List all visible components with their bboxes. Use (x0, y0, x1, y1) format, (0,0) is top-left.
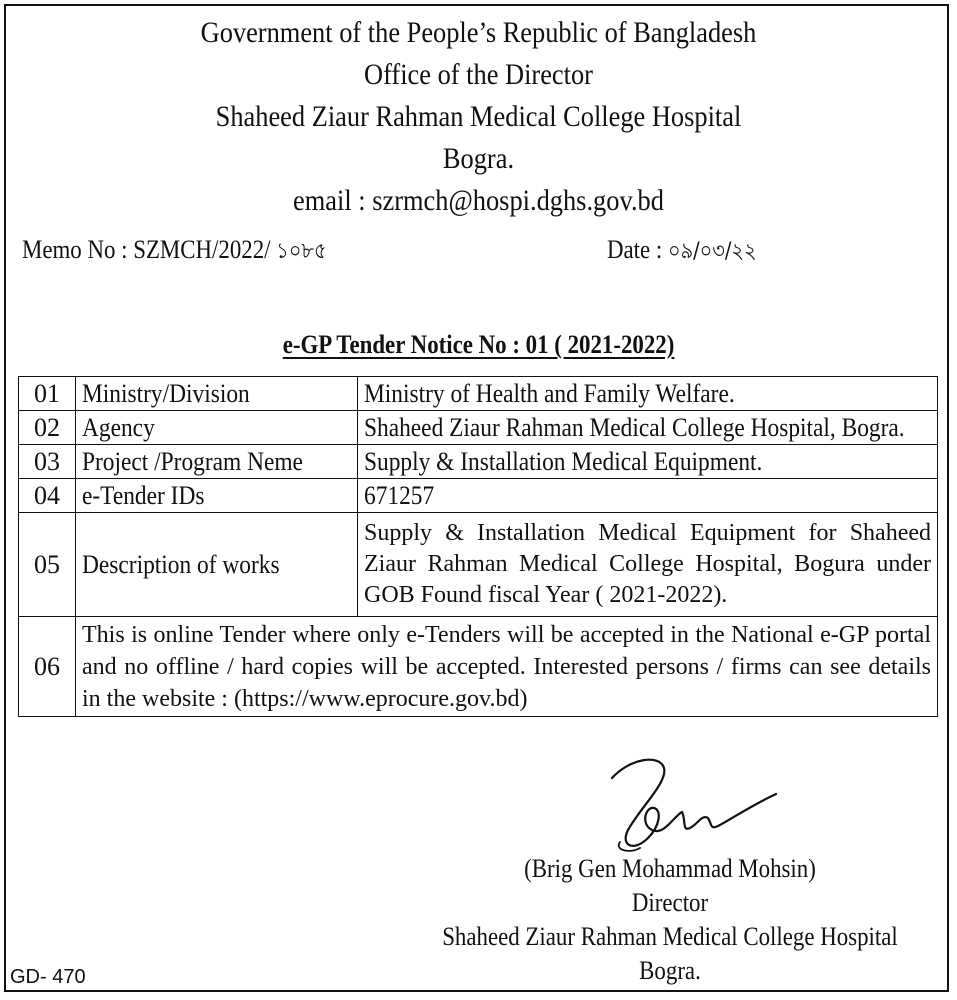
notice-title-text: e-GP Tender Notice No : 01 ( 2021-2022) (282, 330, 675, 359)
row-value-text: Supply & Installation Medical Equipment. (364, 447, 763, 476)
signatory-city: Bogra. (639, 956, 701, 985)
row-value (358, 411, 938, 445)
row-value (358, 479, 938, 513)
row-label-text: e-Tender IDs (82, 481, 205, 510)
memo-number (22, 233, 327, 269)
table-row (19, 377, 938, 411)
signatory-designation: Director (631, 888, 709, 917)
table-row (19, 445, 938, 479)
row-label (76, 513, 358, 617)
row-serial: 03 (19, 445, 76, 479)
row-label-text: Agency (82, 413, 155, 442)
memo-label: Memo No : SZMCH/2022/ (22, 235, 277, 264)
row-value-text: Ministry of Health and Family Welfare. (364, 379, 735, 408)
row-label-text: Ministry/Division (82, 379, 250, 408)
row-serial: 02 (19, 411, 76, 445)
gd-code: GD- 470 (10, 966, 86, 988)
letterhead (0, 12, 957, 222)
row-label-text: Project /Program Neme (82, 447, 303, 476)
notice-title (0, 325, 957, 365)
row-value-text: 671257 (364, 481, 435, 510)
row-label (76, 377, 358, 411)
table-row (19, 513, 938, 617)
tender-table (18, 376, 938, 717)
signatory-name: (Brig Gen Mohammad Mohsin) (524, 854, 816, 883)
email-line: email : szrmch@hospi.dghs.gov.bd (293, 184, 664, 217)
row-label (76, 411, 358, 445)
row-value-description: Supply & Installation Medical Equipment for Shaheed Ziaur Rahman Medical College Hospital, Bogura under GOB Found fiscal Year ( 2021-2022). (358, 513, 938, 617)
signatory-hospital: Shaheed Ziaur Rahman Medical College Hospital (442, 922, 898, 951)
row-value (358, 377, 938, 411)
hospital-line: Shaheed Ziaur Rahman Medical College Hospital (215, 100, 742, 133)
memo-date (607, 233, 757, 269)
row-value-text: Shaheed Ziaur Rahman Medical College Hospital, Bogra. (364, 413, 905, 442)
row-label (76, 445, 358, 479)
table-row (19, 479, 938, 513)
date-label: Date : (607, 235, 668, 264)
table-row (19, 617, 938, 717)
government-line: Government of the People’s Republic of Bangladesh (200, 16, 757, 49)
row-label (76, 479, 358, 513)
row-serial: 01 (19, 377, 76, 411)
table-row (19, 411, 938, 445)
row-serial: 04 (19, 479, 76, 513)
row-serial: 06 (19, 617, 76, 717)
city-line: Bogra. (442, 142, 515, 175)
row-value (358, 445, 938, 479)
row-label-text: Description of works (82, 550, 280, 579)
online-tender-note: This is online Tender where only e-Tenders will be accepted in the National e-GP portal and no offline / hard copies will be accepted. Interested persons / firms can see details in the website : (https://www.eprocure.gov.bd) (76, 617, 938, 717)
row-serial: 05 (19, 513, 76, 617)
signatory-block (400, 852, 940, 988)
date-value-bn: ০৯/০৩/২২ (667, 239, 757, 264)
director-signature (590, 750, 790, 860)
memo-number-bn: ১০৮৫ (276, 239, 327, 264)
office-line: Office of the Director (364, 58, 593, 91)
